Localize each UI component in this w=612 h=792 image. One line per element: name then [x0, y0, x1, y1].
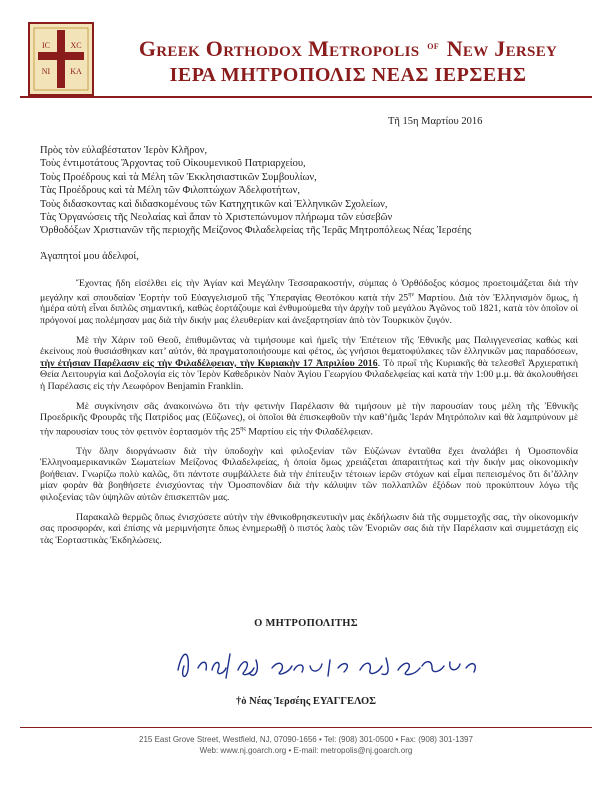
metropolitan-title: Ο ΜΗΤΡΟΠΟΛΙΤΗΣ — [254, 618, 358, 629]
p2-text-b: . Τὸ πρωΐ τῆς Κυριακῆς θὰ τελεσθεῖ Ἀρχιερατικὴ Θεία Λειτουργία καὶ Δοξολογία εἰς τὸν Ἱερὸν Καθεδρικὸν Ναὸν Ἁγίου Γεωργίου Φιλαδελφείας καὶ κατὰ τὴν 1:00 μ.μ. θὰ ἀκολουθήσει ἡ Παρέλασις εἰς τὴν Λεωφόρον Benjamin Franklin. — [40, 357, 578, 393]
body-paragraph-1 — [40, 278, 578, 327]
footer-address: 215 East Grove Street, Westfield, NJ, 07090-1656 • Tel: (908) 301-0500 • Fax: (908) 301-1397 — [139, 735, 473, 744]
body-paragraph-5: Παρακαλῶ θερμῶς ὅπως ἐνισχύσετε αὐτὴν τὴν ἐθνικοθρησκευτικὴν μας ἐκδήλωσιν διὰ τῆς συμμετοχῆς σας, τὴν οἰκονομικήν σας προσφοράν, καὶ ἐπίσης νὰ μεριμνήσητε ὅπως ἐνημερωθῇ ὁ πιστός λαὸς τῶν Ἐνοριῶν σας διὰ τὴν Παρέλασιν καὶ συμμετάσχῃ εἰς τὰς Ἑορταστικὰς Ἐκδηλώσεις. — [40, 511, 578, 546]
body-paragraph-2 — [40, 335, 578, 393]
addressee-line: Τὰς Προέδρους καὶ τὰ Μέλη τῶν Φιλοπτώχων Ἀδελφοτήτων, — [40, 185, 300, 197]
letter-body — [40, 278, 578, 554]
metropolis-seal-logo — [28, 22, 94, 96]
salutation: Ἀγαπητοί μου ἀδελφοί, — [40, 251, 139, 262]
body-paragraph-3 — [40, 401, 578, 438]
body-paragraph-4: Τὴν ὅλην διοργάνωσιν διὰ τὴν ὑποδοχὴν καὶ φιλοξενίαν τῶν Εὐζώνων ἐνταῦθα ἔχει ἀναλάβει ἡ Ὁμοσπονδία Ἑλληνοαμερικανικῶν Σωματείων Μείζονος Φιλαδελφείας, ἡ ὁποία ὅμως χρειάζεται ἀπαραιτήτως καὶ τὴν δικήν μας οἰκονομικὴν βοήθειαν. Γνωρίζω πολὺ καλῶς, ὅτι πάντοτε συμβάλλετε διὰ τὴν ἐπίτευξιν τέτοιων ἱερῶν στόχων καὶ εἶμαι πεπεισμένος ὅτι δι’ἄλλην μίαν φορὰν θὰ βοηθήσετε ἐνισχύοντας τὴν Ὁμοσπονδίαν διὰ τὴν κάλυψιν τῶν πολλαπλῶν ἐξόδων ποὺ προκύπτουν λόγω τῆς φιλοξενίας τῶν ὑψηλῶν αὐτῶν ἐπισκεπτῶν μας. — [40, 445, 578, 504]
p3-text-a: Μὲ συγκίνησιν σᾶς ἀνακοινώνω ὅτι τὴν φετινὴν Παρέλασιν θὰ τιμήσουν μὲ τὴν παρουσίαν τους μέλη τῆς Ἐθνικῆς Προεδρικῆς Φρουρᾶς τῆς Πατρίδος μας (Εὔζωνες), οἱ ὁποῖοι θὰ ἐπισκεφθοῦν τὴν καθ’ἡμᾶς Ἱεράν Μητρόπολιν καὶ θὰ λαμπρύνουν μὲ τὴν παρουσίαν τους τὸν φετινὸν ἑορτασμὸν τῆς 25 — [40, 400, 578, 438]
addressee-list — [40, 144, 580, 238]
addressee-line: Τοὺς ἐντιμοτάτους Ἄρχοντας τοῦ Οἰκουμενικοῦ Πατριαρχείου, — [40, 158, 306, 170]
p1-superscript: ην — [408, 291, 415, 298]
title-en-part1: Greek Orthodox Metropolis — [138, 36, 420, 61]
parade-date-highlight: τὴν ἐτήσιαν Παρέλασιν εἰς τὴν Φιλαδέλφειαν, τὴν Κυριακὴν 17 Ἀπριλίου 2016 — [40, 357, 378, 369]
seal-letter: KA — [70, 67, 82, 76]
handwritten-signature — [160, 640, 500, 688]
letterhead-title-english — [108, 36, 588, 62]
footer-web-email: Web: www.nj.goarch.org • E-mail: metropolis@nj.goarch.org — [199, 746, 413, 755]
addressee-line: Ὀρθοδόξων Χριστιανῶν τῆς περιοχῆς Μείζονος Φιλαδελφείας τῆς Ἱερᾶς Μητροπόλεως Νέας Ἰερσέης — [40, 225, 472, 237]
addressee-line: Τοὺς διδασκοντας καὶ διδασκομένους τῶν Κατηχητικῶν καὶ Ἑλληνικῶν Σχολείων, — [40, 198, 388, 210]
header-divider — [20, 96, 592, 98]
addressee-line: Τὰς Ὀργανώσεις τῆς Νεολαίας καὶ ἅπαν τὸ Χριστεπώνυμον πλήρωμα τῶν εὐσεβῶν — [40, 212, 393, 224]
addressee-line: Τοὺς Προέδρους καὶ τὰ Μέλη τῶν Ἐκκλησιαστικῶν Συμβουλίων, — [40, 171, 317, 183]
p1-text-b: Μαρτίου. Διὰ τὸν Ἑλληνισμὸν ὅμως, ἡ ἡμέρα αὐτὴ εἶναι διπλῶς σημαντική, καθὼς ἑορτάζουμε καὶ ἐνθυμούμεθα τὴν ἀρχὴν τοῦ μεγάλου Ἀγῶνος τοῦ 1821, κατὰ τὸν ὁποῖον οἱ πρόγονοί μας πολέμησαν μας διὰ τὴν δικήν μας ἐλευθερίαν καὶ ἀνεξαρτησίαν ἀπὸ τὸν Τουρκικὸν ζυγόν. — [40, 291, 578, 327]
seal-letter: NI — [41, 67, 51, 76]
p3-text-b: Μαρτίου εἰς τὴν Φιλαδέλφειαν. — [245, 426, 373, 438]
addressee-line: Πρὸς τὸν εὐλαβέστατον Ἱερὸν Κλῆρον, — [40, 145, 208, 156]
seal-letter: XC — [70, 41, 82, 50]
title-en-of: of — [427, 38, 439, 52]
letter-date: Τῆ 15η Μαρτίου 2016 — [388, 116, 483, 127]
p3-superscript: ης — [240, 425, 246, 432]
title-en-part2: New Jersey — [446, 36, 558, 61]
signer-name: †ὁ Νέας Ἰερσέης ΕΥΑΓΓΕΛΟΣ — [235, 696, 376, 707]
letterhead-title-greek: ΙΕΡΑ ΜΗΤΡΟΠΟΛΙΣ ΝΕΑΣ ΙΕΡΣΕΗΣ — [169, 64, 527, 86]
seal-letter: IC — [42, 41, 50, 50]
p2-text-a: Μὲ τὴν Χάριν τοῦ Θεοῦ, ἐπιθυμῶντας νὰ τιμήσουμε καὶ ἡμεῖς τὴν Ἐπέτειον τῆς Ἐθνικῆς μας Παλιγγενεσίας καθὼς καὶ ἐκείνους ποὺ θυσιάσθηκαν κατ’ αὐτόν, θὰ πραγματοποιήσουμε καὶ φέτος, ὡς γνήσιοι θεματοφύλακες τῶν ἑλληνικῶν μας παραδόσεων, — [40, 334, 578, 358]
p1-text-a: Ἔχοντας ἤδη εἰσέλθει εἰς τὴν Ἁγίαν καὶ Μεγάλην Τεσσαρακοστήν, σύμπας ὁ Ὀρθόδοξος κόσμος προετοιμάζεται διὰ τὴν μεγάλην καὶ σπουδαίαν Ἑορτὴν τοῦ Εὐαγγελισμοῦ τῆς Ὑπεραγίας Θεοτόκου κατὰ τὴν 25 — [40, 278, 578, 303]
footer-divider — [20, 727, 592, 728]
